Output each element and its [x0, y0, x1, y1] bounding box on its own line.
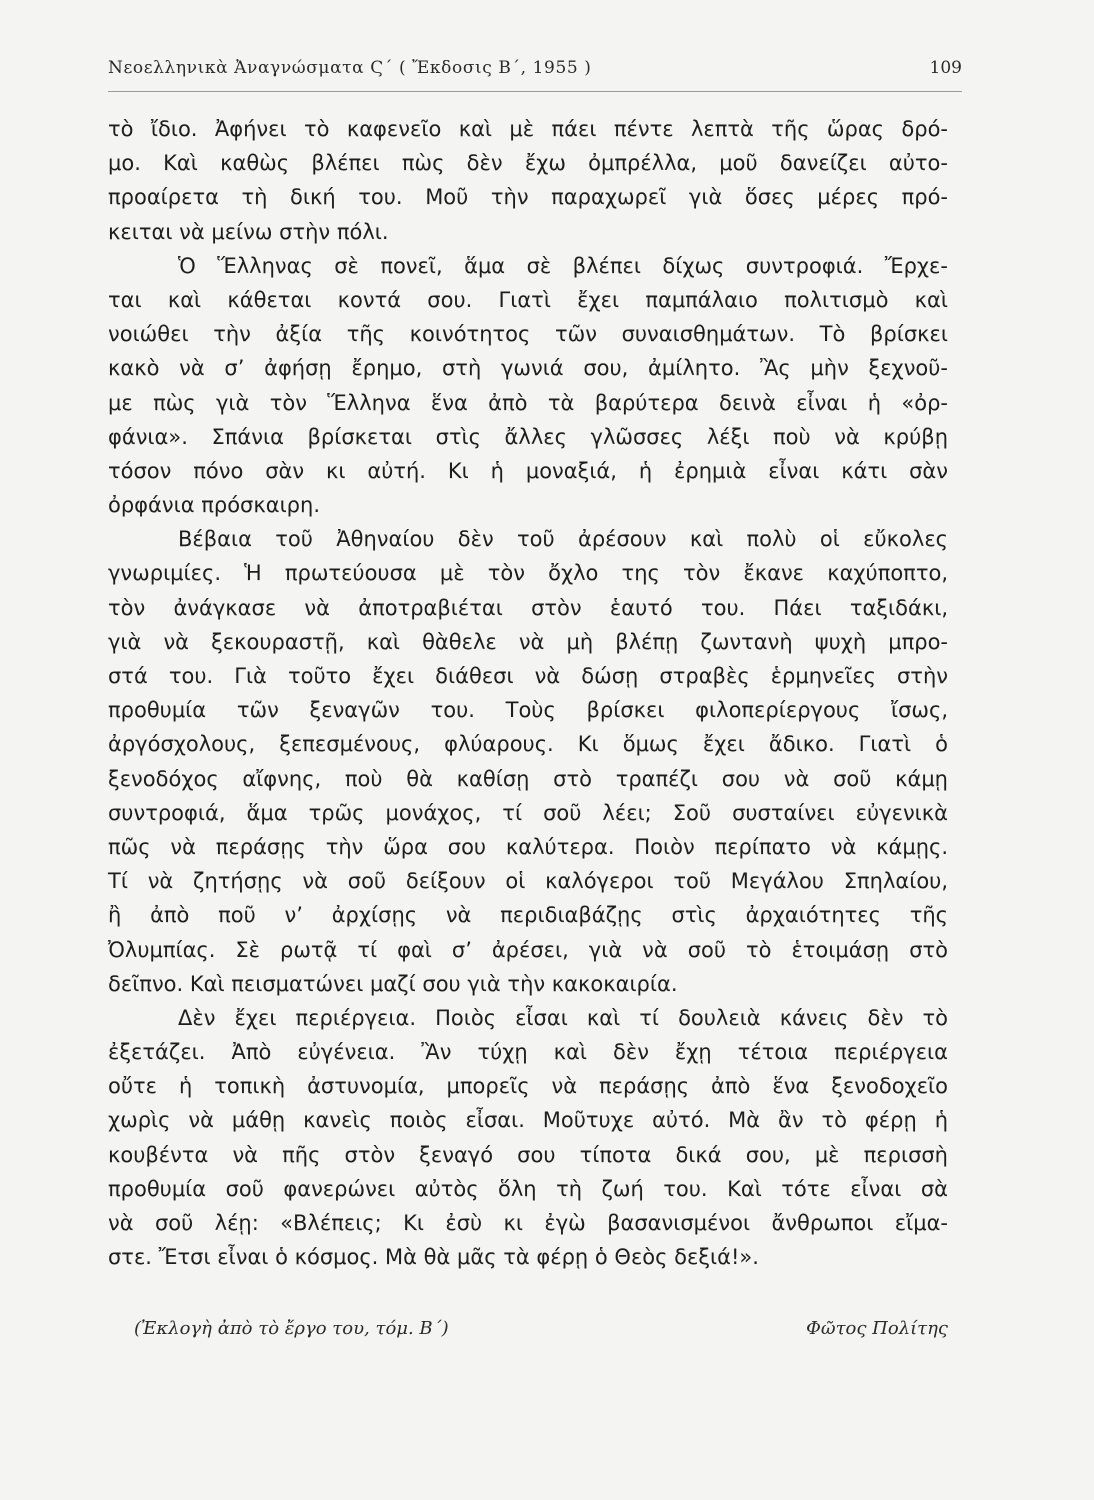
- text-line: στά του. Γιὰ τοῦτο ἔχει διάθεσι νὰ δώσῃ στραβὲς ἑρμηνεῖες στὴν: [108, 664, 948, 688]
- text-line: τόσον πόνο σὰν κι αὐτή. Κι ἡ μοναξιά, ἡ ἐρημιὰ εἶναι κάτι σὰν: [108, 458, 948, 483]
- text-line: Βέβαια τοῦ Ἀθηναίου δὲν τοῦ ἀρέσουν καὶ πολὺ οἱ εὔκολες: [178, 527, 948, 552]
- text-line: στε. Ἔτσι εἶναι ὁ κόσμος. Μὰ θὰ μᾶς τὰ φέρῃ ὁ Θεὸς δεξιά!».: [108, 1245, 759, 1270]
- text-line: νὰ σοῦ λέῃ: «Βλέπεις; Κι ἐσὺ κι ἐγὼ βασανισμένοι ἄνθρωποι εἴμα-: [108, 1211, 948, 1235]
- text-line: ἀργόσχολους, ξεπεσμένους, φλύαρους. Κι ὅμως ἔχει ἄδικο. Γιατὶ ὁ: [108, 732, 948, 757]
- author-name: Φῶτος Πολίτης: [806, 1318, 948, 1339]
- text-line: νοιώθει τὴν ἀξία τῆς κοινότητος τῶν συναισθημάτων. Τὸ βρίσκει: [108, 322, 948, 347]
- text-line: Ὁ Ἕλληνας σὲ πονεῖ, ἅμα σὲ βλέπει δίχως συντροφιά. Ἔρχε-: [178, 253, 948, 278]
- text-line: ἐξετάζει. Ἀπὸ εὐγένεια. Ἂν τύχῃ καὶ δὲν ἔχῃ τέτοια περιέργεια: [108, 1040, 948, 1065]
- text-line: κακὸ νὰ σ’ ἀφήσῃ ἔρημο, στὴ γωνιά σου, ἀμίλητο. Ἂς μὴν ξεχνοῦ-: [108, 356, 948, 381]
- text-line: οὔτε ἡ τοπικὴ ἀστυνομία, μπορεῖς νὰ περάσῃς ἀπὸ ἕνα ξενοδοχεῖο: [108, 1074, 948, 1099]
- text-line: προθυμία τῶν ξεναγῶν του. Τοὺς βρίσκει φιλοπερίεργους ἴσως,: [108, 698, 948, 723]
- header-rule: [108, 91, 962, 92]
- running-head: [108, 58, 962, 88]
- text-line: Δὲν ἔχει περιέργεια. Ποιὸς εἶσαι καὶ τί δουλειὰ κάνεις δὲν τὸ: [178, 1005, 948, 1030]
- text-line: κειται νὰ μείνω στὴν πόλι.: [108, 219, 389, 244]
- text-line: Ὀλυμπίας. Σὲ ρωτᾷ τί φαὶ σ’ ἀρέσει, γιὰ νὰ σοῦ τὸ ἑτοιμάσῃ στὸ: [108, 937, 948, 962]
- text-line: πῶς νὰ περάσῃς τὴν ὥρα σου καλύτερα. Ποιὸν περίπατο νὰ κάμῃς.: [108, 834, 948, 859]
- text-line: κουβέντα νὰ πῆς στὸν ξεναγό σου τίποτα δικά σου, μὲ περισσὴ: [108, 1142, 948, 1167]
- text-line: ὀρφάνια πρόσκαιρη.: [108, 493, 320, 518]
- running-title: Νεοελληνικὰ Ἀναγνώσματα Ϛ΄ ( Ἔκδοσις Β΄, 1955 ): [108, 58, 592, 78]
- text-line: ἢ ἀπὸ ποῦ ν’ ἀρχίσῃς νὰ περιδιαβάζῃς στὶς ἀρχαιότητες τῆς: [108, 903, 948, 928]
- text-line: προαίρετα τὴ δική του. Μοῦ τὴν παραχωρεῖ γιὰ ὅσες μέρες πρό-: [108, 185, 948, 210]
- text-line: μο. Καὶ καθὼς βλέπει πὼς δὲν ἔχω ὀμπρέλλα, μοῦ δανείζει αὐτο-: [108, 151, 948, 176]
- source-citation: (Ἐκλογὴ ἀπὸ τὸ ἔργο του, τόμ. Β΄): [134, 1318, 449, 1339]
- body-text: [108, 112, 948, 1274]
- text-line: δεῖπνο. Καὶ πεισματώνει μαζί σου γιὰ τὴν κακοκαιρία.: [108, 971, 678, 996]
- text-line: συντροφιά, ἅμα τρῶς μονάχος, τί σοῦ λέει; Σοῦ συσταίνει εὐγενικὰ: [108, 800, 948, 825]
- text-line: τὸ ἴδιο. Ἀφήνει τὸ καφενεῖο καὶ μὲ πάει πέντε λεπτὰ τῆς ὥρας δρό-: [108, 117, 948, 141]
- text-line: προθυμία σοῦ φανερώνει αὐτὸς ὅλη τὴ ζωή του. Καὶ τότε εἶναι σὰ: [108, 1176, 948, 1201]
- text-line: με πὼς γιὰ τὸν Ἕλληνα ἕνα ἀπὸ τὰ βαρύτερα δεινὰ εἶναι ἡ «ὀρ-: [108, 390, 948, 415]
- text-line: γνωριμίες. Ἡ πρωτεύουσα μὲ τὸν ὄχλο της τὸν ἔκανε καχύποπτο,: [108, 561, 948, 586]
- page-number: 109: [929, 58, 962, 78]
- text-line: γιὰ νὰ ξεκουραστῇ, καὶ θὰθελε νὰ μὴ βλέπῃ ζωντανὴ ψυχὴ μπρο-: [108, 629, 948, 654]
- text-line: ται καὶ κάθεται κοντά σου. Γιατὶ ἔχει παμπάλαιο πολιτισμὸ καὶ: [108, 287, 948, 312]
- text-line: τὸν ἀνάγκασε νὰ ἀποτραβιέται στὸν ἑαυτό του. Πάει ταξιδάκι,: [108, 595, 948, 620]
- text-line: Τί νὰ ζητήσῃς νὰ σοῦ δείξουν οἱ καλόγεροι τοῦ Μεγάλου Σπηλαίου,: [108, 869, 948, 894]
- text-line: φάνια». Σπάνια βρίσκεται στὶς ἄλλες γλῶσσες λέξι ποὺ νὰ κρύβῃ: [108, 424, 948, 449]
- text-line: χωρὶς νὰ μάθῃ κανεὶς ποιὸς εἶσαι. Μοῦτυχε αὐτό. Μὰ ἂν τὸ φέρῃ ἡ: [108, 1108, 948, 1133]
- text-line: ξενοδόχος αἴφνης, ποὺ θὰ καθίσῃ στὸ τραπέζι σου νὰ σοῦ κάμῃ: [108, 766, 948, 791]
